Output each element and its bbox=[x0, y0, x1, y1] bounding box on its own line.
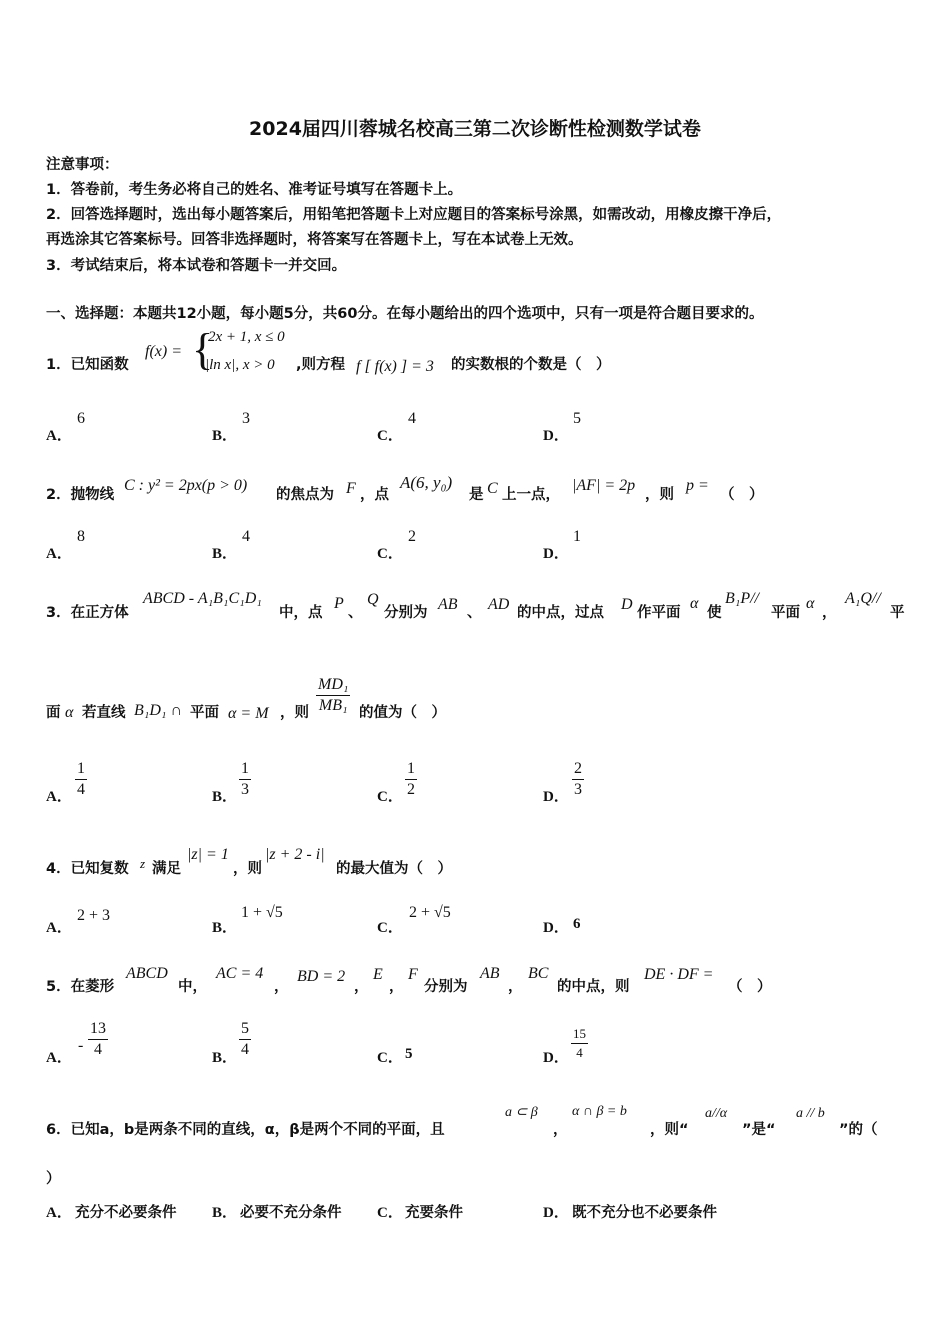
q3-a1q: A₁Q// bbox=[845, 590, 881, 607]
q3-text: 中，点 bbox=[279, 605, 323, 621]
q5-text: ， bbox=[274, 979, 289, 995]
q6-option-a-value: 充分不必要条件 bbox=[75, 1205, 177, 1221]
q2-option-c-value: 2 bbox=[408, 528, 416, 545]
q2-option-b: B． bbox=[212, 546, 238, 562]
q2-text: 上一点， bbox=[502, 487, 560, 503]
q3-cube: ABCD - A₁B₁C₁D₁ bbox=[143, 590, 262, 607]
q2-option-d-value: 1 bbox=[573, 528, 581, 545]
q1-text: ,则方程 bbox=[296, 357, 346, 373]
q2-point: A(6, y₀) bbox=[400, 473, 453, 492]
q3-option-b-numerator: 1 bbox=[241, 760, 249, 777]
q1-text: 1．已知函数 bbox=[46, 357, 129, 373]
q3-ratio-denominator: MB₁ bbox=[316, 695, 350, 715]
q6-option-a: A． bbox=[46, 1205, 72, 1221]
q5-option-a-fraction bbox=[88, 1020, 108, 1059]
q2-option-a: A． bbox=[46, 546, 72, 562]
q1-option-d: D． bbox=[543, 428, 569, 444]
q1-function: f(x) = bbox=[145, 343, 182, 360]
q5-point-f: F bbox=[408, 966, 418, 983]
q6-parallel-plane: a//α bbox=[705, 1106, 728, 1121]
q4-option-a-value: 2 + 3 bbox=[77, 907, 111, 924]
q6-text: ”是“ bbox=[742, 1122, 776, 1138]
q5-option-d-numerator: 15 bbox=[573, 1026, 586, 1041]
q3-text: 的中点，过点 bbox=[517, 605, 604, 621]
q2-text: 是 bbox=[469, 487, 484, 503]
q1-option-c: C． bbox=[377, 428, 403, 444]
q6-option-c: C． bbox=[377, 1205, 403, 1221]
q3-text: 平面 bbox=[771, 605, 800, 621]
q3-option-c: C． bbox=[377, 789, 403, 805]
q5-option-d: D． bbox=[543, 1050, 569, 1066]
q3-intersection: α = M bbox=[228, 705, 269, 722]
q5-option-a-numerator: 13 bbox=[90, 1020, 106, 1037]
q4-option-c-value: 2 + √5 bbox=[409, 904, 451, 921]
q4-text: ，则 bbox=[233, 861, 262, 877]
section-heading: 一、选择题：本题共12小题，每小题5分，共60分。在每小题给出的四个选项中，只有一项是符合题目要求的。 bbox=[46, 306, 764, 322]
notice-item: 3．考试结束后，将本试卷和答题卡一并交回。 bbox=[46, 258, 347, 274]
q1-option-c-value: 4 bbox=[408, 410, 416, 427]
q5-option-b-fraction bbox=[239, 1020, 251, 1059]
q4-text: 的最大值为（ ） bbox=[336, 861, 452, 877]
q6-option-b: B． bbox=[212, 1205, 238, 1221]
q3-text: 3．在正方体 bbox=[46, 605, 129, 621]
q3-text: 面 bbox=[46, 705, 61, 721]
q6-intersection: α ∩ β = b bbox=[572, 1104, 627, 1119]
q3-alpha: α bbox=[65, 704, 74, 721]
q5-text: （ ） bbox=[728, 979, 772, 995]
q3-ad: AD bbox=[488, 596, 510, 613]
q5-option-a-denominator: 4 bbox=[88, 1039, 108, 1059]
q1-brace: { bbox=[192, 325, 214, 374]
q6-text: ） bbox=[46, 1171, 61, 1187]
q3-text: ， bbox=[822, 605, 837, 621]
q3-text: 平面 bbox=[190, 705, 219, 721]
q5-text: ， bbox=[508, 979, 523, 995]
q3-option-a: A． bbox=[46, 789, 72, 805]
q5-bc: BC bbox=[528, 965, 549, 982]
q5-rhombus: ABCD bbox=[126, 965, 168, 982]
q5-option-b-numerator: 5 bbox=[241, 1020, 249, 1037]
q3-text: 分别为 bbox=[384, 605, 428, 621]
q4-modulus: |z| = 1 bbox=[187, 846, 229, 863]
q5-text: 5．在菱形 bbox=[46, 979, 115, 995]
q5-ac: AC = 4 bbox=[216, 965, 264, 982]
q5-text: ， bbox=[389, 979, 404, 995]
q3-option-b-denominator: 3 bbox=[241, 781, 249, 798]
q3-option-d: D． bbox=[543, 789, 569, 805]
q5-dot-product: DE · DF = bbox=[644, 966, 714, 983]
q2-option-d: D． bbox=[543, 546, 569, 562]
q3-option-a-fraction bbox=[75, 760, 87, 799]
q3-b1p: B₁P// bbox=[725, 590, 759, 607]
q1-case1: 2x + 1, x ≤ 0 bbox=[208, 329, 285, 345]
q5-point-e: E bbox=[373, 966, 383, 983]
q2-p: p = bbox=[686, 477, 709, 494]
q4-z: z bbox=[140, 856, 146, 871]
q1-text: 的实数根的个数是（ ） bbox=[451, 357, 611, 373]
q4-text: 满足 bbox=[152, 861, 181, 877]
q1-case2: |ln x|, x > 0 bbox=[205, 357, 275, 373]
q6-parallel-line: a // b bbox=[796, 1106, 825, 1121]
q5-option-a-sign: - bbox=[78, 1037, 84, 1054]
q6-subset: a ⊂ β bbox=[505, 1105, 538, 1120]
q3-option-d-denominator: 3 bbox=[574, 781, 582, 798]
q3-ab: AB bbox=[438, 596, 458, 613]
q2-focus: F bbox=[346, 480, 356, 497]
q1-option-b: B． bbox=[212, 428, 238, 444]
q6-text: ， bbox=[553, 1122, 568, 1138]
q2-option-c: C． bbox=[377, 546, 403, 562]
q3-point-d: D bbox=[621, 596, 633, 613]
notice-item: 1．答卷前，考生务必将自己的姓名、准考证号填写在答题卡上。 bbox=[46, 182, 463, 198]
q5-option-a: A． bbox=[46, 1050, 72, 1066]
q5-option-d-fraction bbox=[571, 1026, 588, 1061]
q4-expression: |z + 2 - i| bbox=[265, 846, 325, 863]
q3-text: 、 bbox=[467, 605, 482, 621]
q3-alpha: α bbox=[690, 595, 699, 612]
q3-option-c-denominator: 2 bbox=[407, 781, 415, 798]
q5-option-c-value: 5 bbox=[405, 1046, 413, 1062]
q1-option-a-value: 6 bbox=[77, 410, 85, 427]
q3-alpha: α bbox=[806, 595, 815, 612]
q2-text: 2．抛物线 bbox=[46, 487, 115, 503]
q1-option-a: A． bbox=[46, 428, 72, 444]
q3-text: 使 bbox=[707, 605, 722, 621]
q2-text: 的焦点为 bbox=[276, 487, 334, 503]
q6-option-d: D． bbox=[543, 1205, 569, 1221]
q5-text: ， bbox=[354, 979, 369, 995]
q3-ratio-numerator: MD₁ bbox=[318, 676, 349, 693]
q2-distance: |AF| = 2p bbox=[572, 477, 636, 494]
q3-option-c-numerator: 1 bbox=[407, 760, 415, 777]
q3-option-d-numerator: 2 bbox=[574, 760, 582, 777]
q5-text: 分别为 bbox=[424, 979, 468, 995]
q5-text: 的中点，则 bbox=[557, 979, 630, 995]
q6-option-d-value: 既不充分也不必要条件 bbox=[572, 1205, 717, 1221]
q3-option-d-fraction bbox=[572, 760, 584, 799]
q3-option-a-denominator: 4 bbox=[77, 781, 85, 798]
q3-option-b: B． bbox=[212, 789, 238, 805]
q4-option-c: C． bbox=[377, 920, 403, 936]
page-title: 2024届四川蓉城名校高三第二次诊断性检测数学试卷 bbox=[249, 118, 701, 140]
q1-option-d-value: 5 bbox=[573, 410, 581, 427]
q3-text: ，则 bbox=[280, 705, 309, 721]
notice-item: 再选涂其它答案标号。回答非选择题时，将答案写在答题卡上，写在本试卷上无效。 bbox=[46, 232, 583, 248]
q2-option-b-value: 4 bbox=[242, 528, 250, 545]
q1-option-b-value: 3 bbox=[242, 410, 250, 427]
q5-bd: BD = 2 bbox=[297, 968, 346, 985]
notice-item: 2．回答选择题时，选出每小题答案后，用铅笔把答题卡上对应题目的答案标号涂黑，如需改动，用橡皮擦干净后， bbox=[46, 207, 782, 223]
notice-heading: 注意事项： bbox=[46, 157, 119, 173]
q5-text: 中， bbox=[178, 979, 207, 995]
q2-text: ，则 bbox=[645, 487, 674, 503]
q3-text: 、 bbox=[348, 605, 363, 621]
q5-option-d-denominator: 4 bbox=[571, 1043, 588, 1061]
q5-option-b: B． bbox=[212, 1050, 238, 1066]
q1-equation: f [ f(x) ] = 3 bbox=[356, 358, 434, 375]
q3-text: 若直线 bbox=[82, 705, 126, 721]
q2-parabola: C : y² = 2px(p > 0) bbox=[124, 477, 248, 494]
q3-option-c-fraction bbox=[405, 760, 417, 799]
q3-point-q: Q bbox=[367, 591, 379, 608]
q6-option-c-value: 充要条件 bbox=[405, 1205, 463, 1221]
q2-text: （ ） bbox=[720, 487, 764, 503]
q4-option-a: A． bbox=[46, 920, 72, 936]
q3-ratio-fraction bbox=[316, 676, 350, 715]
q3-text: 平 bbox=[890, 605, 905, 621]
q4-option-d: D． bbox=[543, 920, 569, 936]
q3-text: 作平面 bbox=[637, 605, 681, 621]
q4-option-b: B． bbox=[212, 920, 238, 936]
q3-b1d1: B₁D₁ ∩ bbox=[134, 702, 183, 719]
q6-text: ”的（ bbox=[839, 1122, 878, 1138]
q3-text: 的值为（ ） bbox=[359, 705, 446, 721]
q6-text: 6．已知a，b是两条不同的直线，α，β是两个不同的平面，且 bbox=[46, 1122, 445, 1138]
q3-option-a-numerator: 1 bbox=[77, 760, 85, 777]
q5-option-b-denominator: 4 bbox=[241, 1041, 249, 1058]
q4-option-b-value: 1 + √5 bbox=[241, 904, 283, 921]
q4-option-d-value: 6 bbox=[573, 916, 581, 932]
q6-text: ，则“ bbox=[650, 1122, 689, 1138]
q2-text: ，点 bbox=[360, 487, 389, 503]
q3-point-p: P bbox=[334, 595, 344, 612]
q5-option-c: C． bbox=[377, 1050, 403, 1066]
q2-curve: C bbox=[487, 480, 498, 497]
q4-text: 4．已知复数 bbox=[46, 861, 129, 877]
q2-option-a-value: 8 bbox=[77, 528, 85, 545]
q6-option-b-value: 必要不充分条件 bbox=[240, 1205, 342, 1221]
q3-option-b-fraction bbox=[239, 760, 251, 799]
q5-ab: AB bbox=[480, 965, 500, 982]
